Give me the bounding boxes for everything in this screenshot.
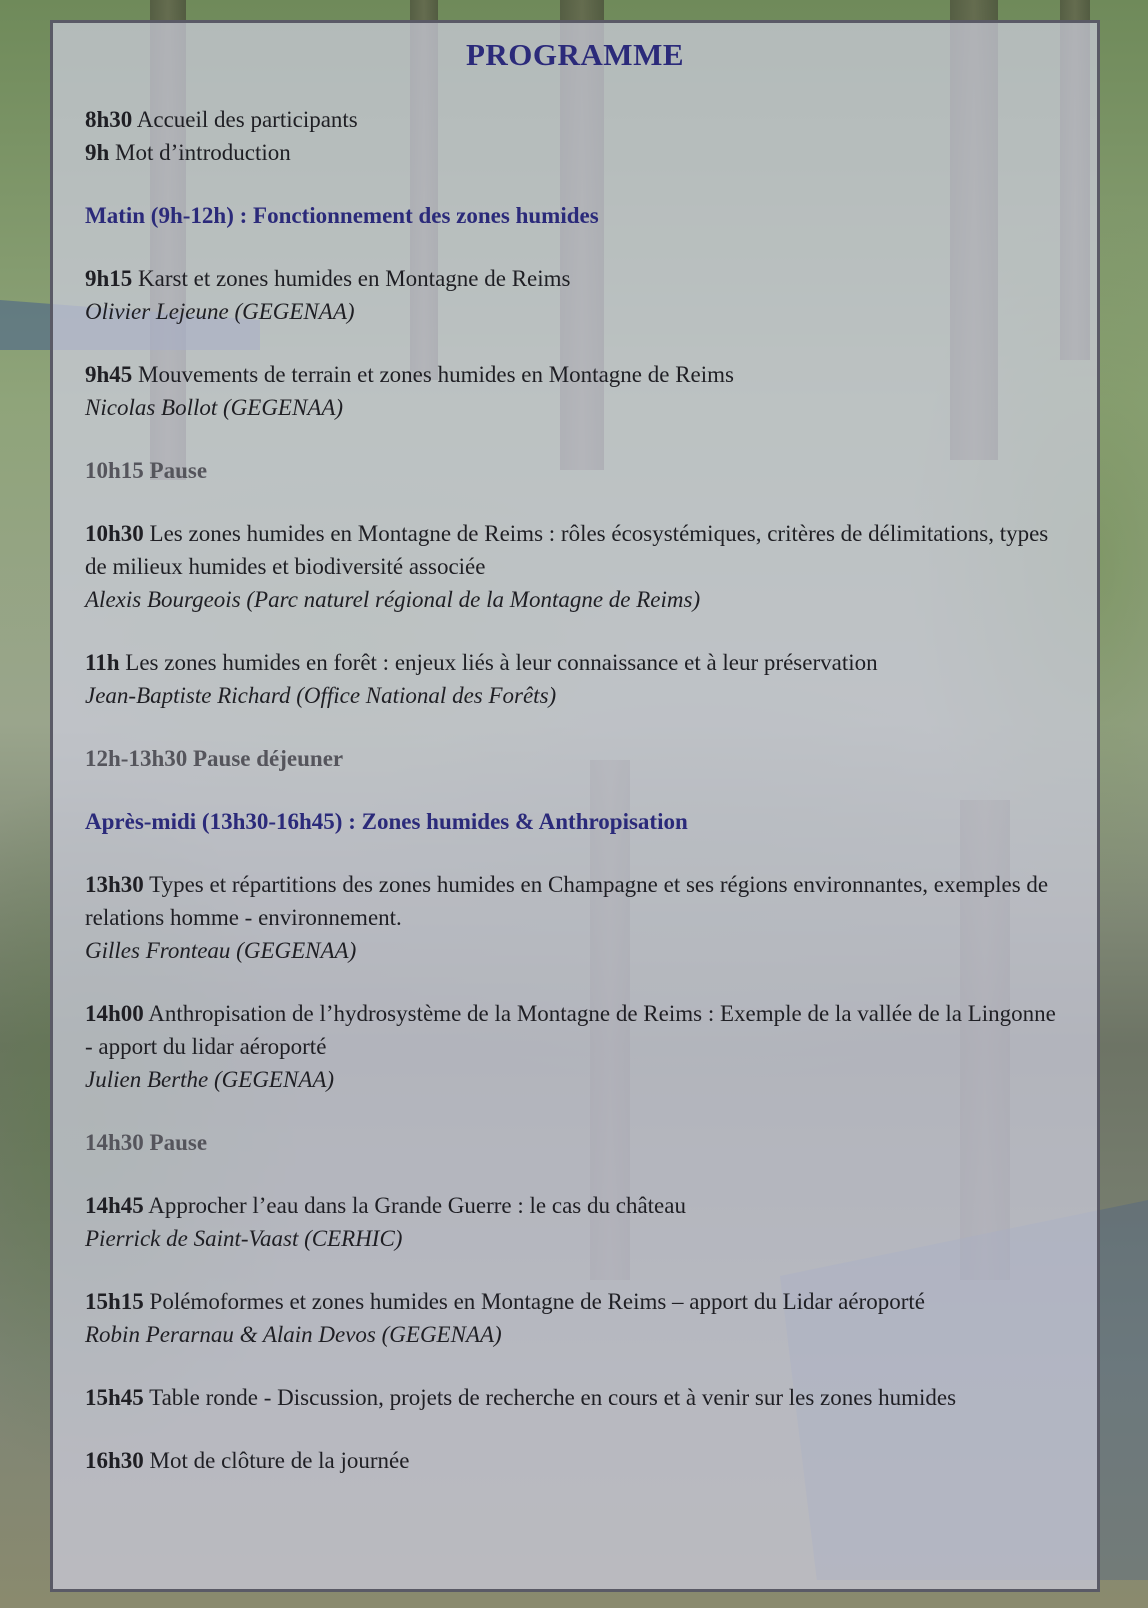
agenda-text: Anthropisation de l’hydrosystème de la Montagne de Reims : Exemple de la vallée de la Lingonne - apport du lidar aéroporté — [85, 1001, 1056, 1059]
agenda-item — [85, 517, 1065, 616]
agenda-item — [85, 103, 1065, 136]
agenda-text: Mot d’introduction — [115, 140, 291, 165]
agenda-text: Table ronde - Discussion, projets de recherche en cours et à venir sur les zones humides — [149, 1385, 957, 1410]
agenda-item — [85, 262, 1065, 328]
pause-item: 10h15 Pause — [85, 458, 208, 483]
agenda-time: 9h45 — [85, 362, 133, 387]
agenda-text: Les zones humides en forêt : enjeux liés à leur connaissance et à leur préservation — [125, 650, 878, 675]
agenda-text: Karst et zones humides en Montagne de Reims — [138, 266, 571, 291]
agenda-speaker: Alexis Bourgeois (Parc naturel régional de la Montagne de Reims) — [85, 587, 701, 612]
lunch-item: 12h-13h30 Pause déjeuner — [85, 746, 344, 771]
agenda-item — [85, 136, 1065, 169]
agenda-speaker: Julien Berthe (GEGENAA) — [85, 1067, 335, 1092]
agenda-item — [85, 1285, 1065, 1351]
agenda-time: 8h30 — [85, 107, 133, 132]
agenda-speaker: Olivier Lejeune (GEGENAA) — [85, 299, 355, 324]
page-title: PROGRAMME — [465, 37, 685, 72]
agenda-time: 15h45 — [85, 1385, 144, 1410]
agenda-text: Approcher l’eau dans la Grande Guerre : le cas du château — [148, 1193, 686, 1218]
agenda-item — [85, 1381, 1065, 1414]
agenda-item — [85, 646, 1065, 712]
section-heading-morning: Matin (9h-12h) : Fonctionnement des zones humides — [85, 203, 599, 228]
pause-item: 14h30 Pause — [85, 1130, 208, 1155]
agenda-time: 15h15 — [85, 1289, 144, 1314]
agenda-item-closing — [85, 1444, 1065, 1477]
section-heading-afternoon: Après-midi (13h30-16h45) : Zones humides & Anthropisation — [85, 809, 688, 834]
agenda-text: Accueil des participants — [136, 107, 358, 132]
programme-content — [85, 103, 1065, 1477]
agenda-text: Mouvements de terrain et zones humides en Montagne de Reims — [138, 362, 734, 387]
agenda-time: 9h15 — [85, 266, 133, 291]
agenda-item — [85, 1189, 1065, 1255]
agenda-item — [85, 868, 1065, 967]
agenda-text: Mot de clôture de la journée — [149, 1448, 410, 1473]
agenda-speaker: Pierrick de Saint-Vaast (CERHIC) — [85, 1226, 403, 1251]
agenda-text: Polémoformes et zones humides en Montagne de Reims – apport du Lidar aéroporté — [149, 1289, 925, 1314]
intro-block — [85, 103, 1065, 169]
programme-panel — [50, 20, 1100, 1592]
agenda-text: Les zones humides en Montagne de Reims : rôles écosystémiques, critères de délimitations, types de milieux humides et biodiversité associée — [85, 521, 1049, 579]
agenda-speaker: Gilles Fronteau (GEGENAA) — [85, 938, 357, 963]
agenda-speaker: Robin Perarnau & Alain Devos (GEGENAA) — [85, 1322, 502, 1347]
agenda-time: 10h30 — [85, 521, 144, 546]
agenda-text: Types et répartitions des zones humides en Champagne et ses régions environnantes, exemples de relations homme - environnement. — [85, 872, 1049, 930]
agenda-time: 16h30 — [85, 1448, 144, 1473]
agenda-time: 14h45 — [85, 1193, 144, 1218]
agenda-time: 14h00 — [85, 1001, 144, 1026]
agenda-speaker: Jean-Baptiste Richard (Office National des Forêts) — [85, 683, 557, 708]
agenda-time: 13h30 — [85, 872, 144, 897]
agenda-time: 9h — [85, 140, 110, 165]
agenda-item — [85, 358, 1065, 424]
agenda-speaker: Nicolas Bollot (GEGENAA) — [85, 395, 344, 420]
agenda-item — [85, 997, 1065, 1096]
agenda-time: 11h — [85, 650, 120, 675]
